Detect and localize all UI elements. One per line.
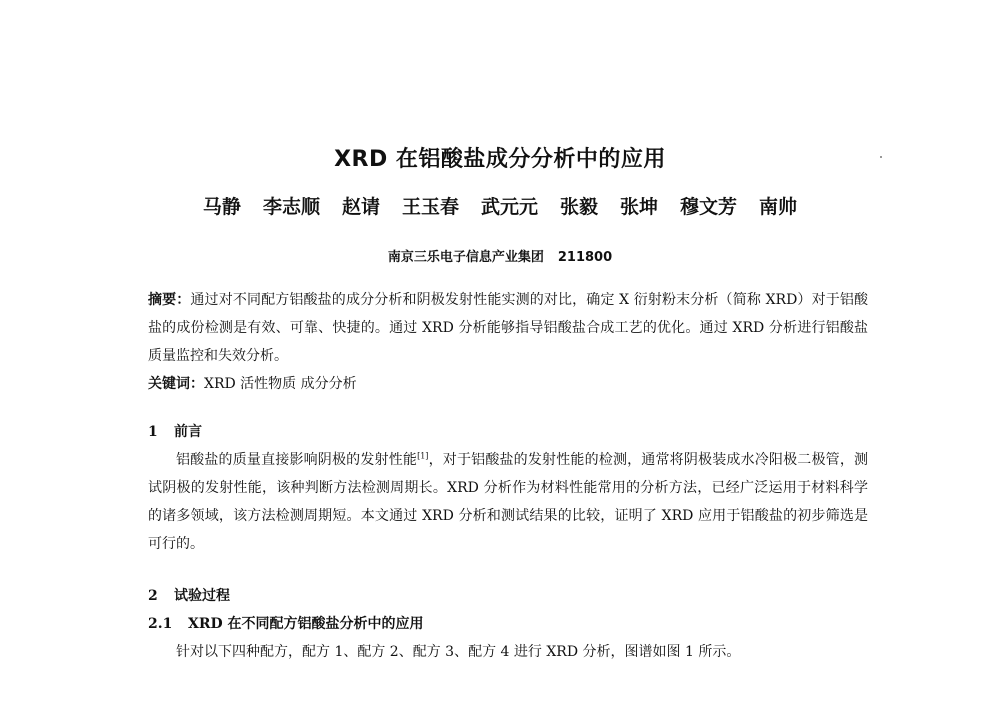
author: 马静 (202, 196, 241, 218)
scan-speck (880, 156, 882, 158)
affiliation (0, 246, 1000, 265)
author: 武元元 (480, 196, 538, 218)
author: 王玉春 (401, 196, 459, 218)
section-paragraph: 针对以下四种配方，配方 1、配方 2、配方 3、配方 4 进行 XRD 分析，图谱如图 1 所示。 (176, 644, 741, 660)
paper-body (148, 286, 868, 666)
section-title: 试验过程 (174, 588, 230, 604)
section-heading (148, 418, 868, 446)
author: 李志顺 (262, 196, 320, 218)
section-heading (148, 582, 868, 610)
author: 张毅 (560, 196, 599, 218)
paragraph-text: ，对于铝酸盐的发射性能的检测，通常将阴极装成水冷阳极二极管，测试阴极的发射性能，该种判断方法检测周期长。XRD 分析作为材料性能常用的分析方法，已经广泛运用于材料科学的诸多领域，该方法检测周期短。本文通过 XRD 分析和测试结果的比较，证明了 XRD 应用于铝酸盐的初步筛选是可行的。 (148, 452, 869, 552)
section-number: 1 (148, 424, 158, 440)
author-list (0, 192, 1000, 219)
abstract-label: 摘要： (148, 292, 191, 308)
section-paragraph (148, 446, 868, 558)
keywords-label: 关键词： (148, 376, 204, 392)
section-number: 2 (148, 588, 158, 604)
affiliation-zip: 211800 (557, 250, 613, 265)
subsection-number: 2.1 (148, 616, 173, 632)
author: 赵请 (341, 196, 380, 218)
author: 南帅 (759, 196, 798, 218)
paper-title: XRD 在铝酸盐成分分析中的应用 (334, 147, 666, 172)
author: 张坤 (620, 196, 659, 218)
subsection-title: XRD 在不同配方铝酸盐分析中的应用 (188, 616, 424, 632)
keywords-text: XRD 活性物质 成分分析 (204, 376, 357, 392)
author: 穆文芳 (680, 196, 738, 218)
section-title: 前言 (174, 424, 202, 440)
paragraph-text: 铝酸盐的质量直接影响阴极的发射性能 (176, 452, 418, 468)
abstract-text: 通过对不同配方铝酸盐的成分分析和阴极发射性能实测的对比，确定 X 衍射粉末分析（简称 XRD）对于铝酸盐的成份检测是有效、可靠、快捷的。通过 XRD 分析能够指导铝酸盐合成工艺的优化。通过 XRD 分析进行铝酸盐质量监控和失效分析。 (148, 292, 868, 364)
abstract (148, 286, 868, 370)
citation[interactable]: [1] (417, 451, 429, 461)
keywords (148, 370, 868, 398)
affiliation-name: 南京三乐电子信息产业集团 (387, 250, 544, 265)
subsection-heading (148, 610, 868, 638)
